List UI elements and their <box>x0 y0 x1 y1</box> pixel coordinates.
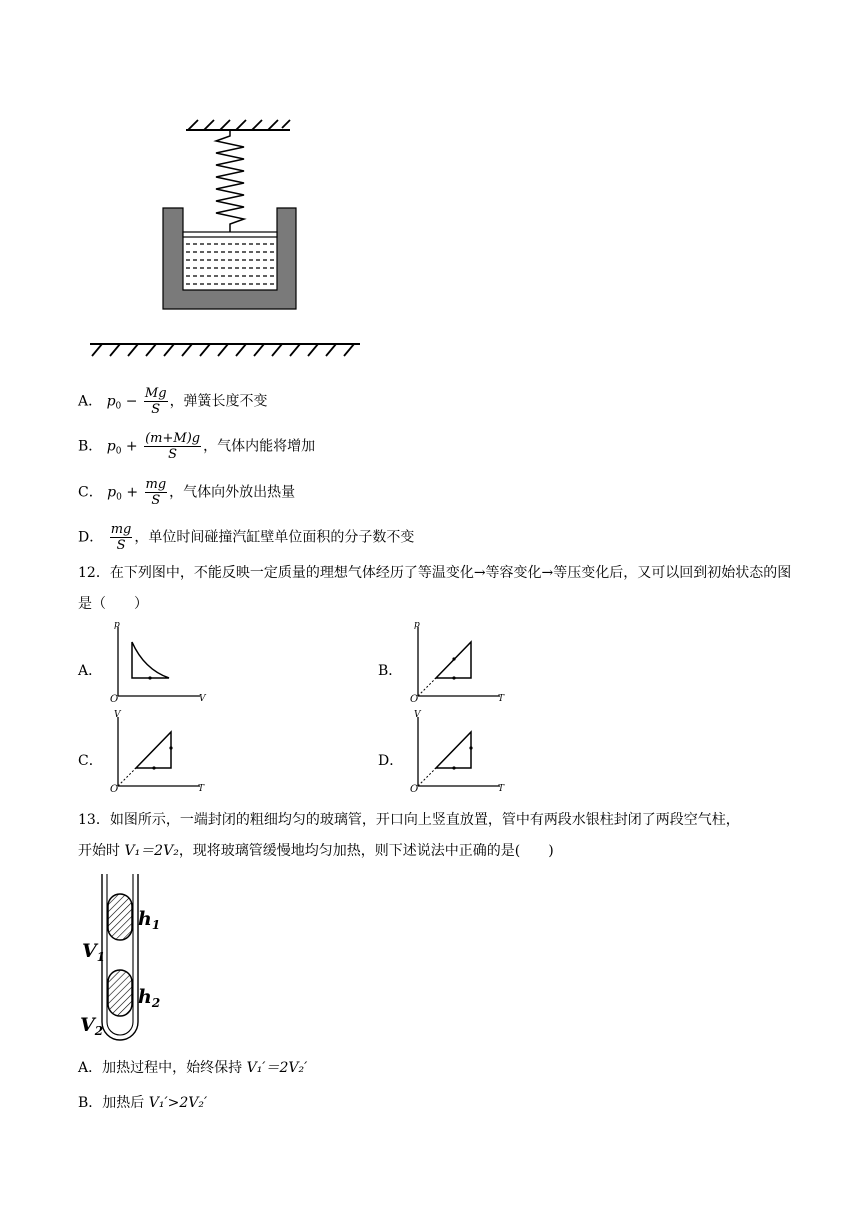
label-h2: $h_2$ <box>138 986 161 1010</box>
q12-graph-a[interactable] <box>104 622 214 707</box>
q12-option-c-label[interactable]: C． <box>78 753 103 769</box>
origin-label: O <box>110 784 119 795</box>
q11-option-c[interactable]: C． $p_0$ + $\frac{mg}{S}$ ，气体向外放出热量 <box>78 477 296 508</box>
axis-label-v: V <box>114 710 121 720</box>
option-letter: B． <box>78 1095 103 1111</box>
option-letter: A． <box>78 1060 103 1076</box>
q12-stem: 12．在下列图中，不能反映一定质量的理想气体经历了等温变化→等容变化→等压变化后，又可以回到初始状态的图是（ ） <box>78 565 792 612</box>
axis-label-t: T <box>198 784 205 794</box>
q12-option-b-label[interactable]: B． <box>378 663 403 679</box>
fraction: $\frac{Mg}{S}$ <box>144 386 167 417</box>
q13-stem: 13．如图所示，一端封闭的粗细均匀的玻璃管，开口向上竖直放置，管中有两段水银柱封闭了两段空气柱， 开始时 V₁＝2V₂，现将玻璃管缓慢地均匀加热，则下述说法中正确的是( ) <box>78 812 740 859</box>
q12-option-a-label[interactable]: A． <box>78 663 103 679</box>
axis-label-t: T <box>498 694 505 704</box>
initial-condition: V₁＝2V₂ <box>124 843 179 859</box>
origin-label: O <box>410 694 419 705</box>
q13-option-a[interactable]: A．加热过程中，始终保持 V₁′＝2V₂′ <box>78 1060 308 1076</box>
axis-label-p: p <box>114 620 120 630</box>
axis-label-p: p <box>414 620 420 630</box>
q11-option-b[interactable]: B． $p_0$ + $\frac{(m+M)g}{S}$ ，气体内能将增加 <box>78 431 316 462</box>
option-letter: C． <box>78 484 103 501</box>
fraction: $\frac{(m+M)g}{S}$ <box>145 431 201 462</box>
axis-label-t: T <box>498 784 505 794</box>
label-v2: $V_2$ <box>80 1014 104 1038</box>
q11-option-a[interactable]: A． $p_0$ − $\frac{Mg}{S}$ ，弹簧长度不变 <box>78 386 268 417</box>
label-v1: $V_1$ <box>82 940 106 964</box>
axis-label-v: V <box>199 694 206 704</box>
origin-label: O <box>110 694 119 705</box>
glass-tube-figure <box>98 872 198 1047</box>
spring-cylinder-figure <box>0 0 860 360</box>
origin-label: O <box>410 784 419 795</box>
option-letter: B． <box>78 438 103 455</box>
q13-option-b[interactable]: B．加热后 V₁′>2V₂′ <box>78 1095 208 1111</box>
q11-option-d[interactable]: D． $\frac{mg}{S}$ ，单位时间碰撞汽缸壁单位面积的分子数不变 <box>78 522 415 553</box>
fraction: $\frac{mg}{S}$ <box>110 522 132 553</box>
option-letter: A． <box>78 393 103 410</box>
option-letter: D． <box>78 529 104 546</box>
fraction: $\frac{mg}{S}$ <box>145 477 167 508</box>
axis-label-v: V <box>414 710 421 720</box>
label-h1: $h_1$ <box>138 908 161 932</box>
q12-option-d-label[interactable]: D． <box>378 753 404 769</box>
